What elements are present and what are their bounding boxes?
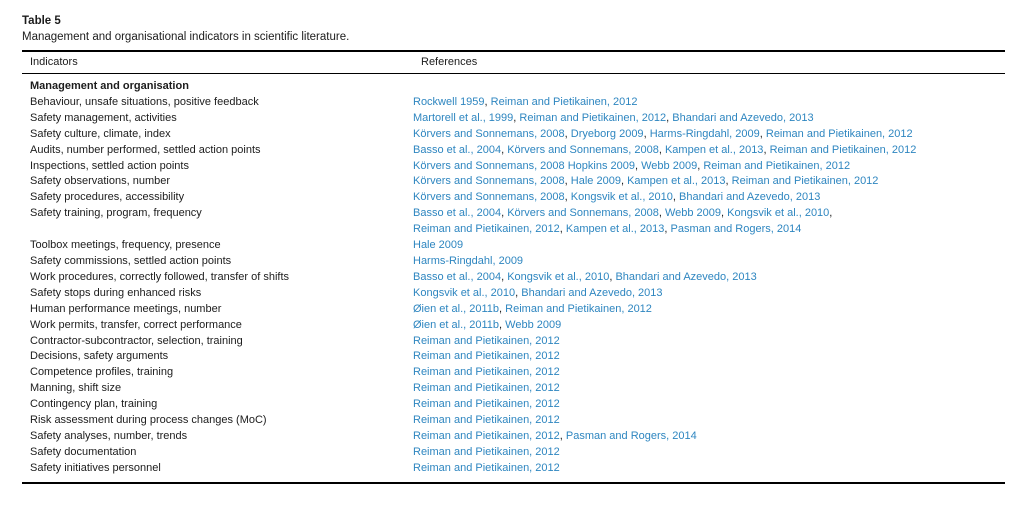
citation-link[interactable]: Körvers and Sonnemans, 2008 [413, 127, 565, 140]
citation-link[interactable]: Reiman and Pietikainen, 2012 [413, 366, 560, 379]
citation-link[interactable]: Hopkins 2009 [567, 159, 635, 172]
table-row [22, 127, 1005, 143]
citation-link[interactable]: Reiman and Pietikainen, 2012 [769, 143, 917, 156]
section-header: Management and organisation [30, 80, 189, 92]
references-cell [413, 270, 1005, 286]
citation-separator: , [721, 207, 728, 220]
references-cell [413, 254, 1005, 270]
reference-line [413, 429, 1005, 445]
reference-line [413, 318, 1005, 334]
table-row [22, 365, 1005, 381]
citation-link[interactable]: Reiman and Pietikainen, 2012 [490, 95, 638, 108]
references-cell [413, 349, 1005, 365]
citation-link[interactable]: Basso et al., 2004 [413, 143, 502, 156]
citation-separator: , [501, 143, 508, 156]
citation-link[interactable]: Dryeborg 2009 [570, 127, 644, 140]
reference-line [413, 286, 1005, 302]
citation-link[interactable]: Kampen et al., 2013 [565, 223, 665, 236]
reference-line [413, 238, 1005, 254]
citation-link[interactable]: Körvers and Sonnemans, 2008 [413, 159, 565, 172]
citation-link[interactable]: Reiman and Pietikainen, 2012 [505, 302, 652, 315]
indicator-cell: Behaviour, unsafe situations, positive feedback [30, 95, 259, 108]
reference-line [413, 95, 1005, 111]
citation-link[interactable]: Kongsvik et al., 2010 [727, 207, 830, 220]
references-cell [413, 286, 1005, 302]
citation-link[interactable]: Körvers and Sonnemans, 2008 [507, 207, 659, 220]
indicator-cell: Safety stops during enhanced risks [30, 286, 202, 299]
table-row [22, 174, 1005, 190]
citation-separator: , [620, 175, 628, 188]
citation-separator: , [725, 175, 732, 188]
table-caption-block [22, 13, 1005, 45]
reference-line [413, 143, 1005, 159]
table-row [22, 286, 1005, 302]
reference-line [413, 397, 1005, 413]
indicator-cell: Manning, shift size [30, 382, 122, 395]
citation-separator: , [501, 270, 508, 283]
citation-separator: , [759, 127, 766, 140]
section-row [22, 74, 1005, 95]
reference-line [413, 222, 1005, 238]
citation-separator: , [564, 127, 571, 140]
citation-link[interactable]: Reiman and Pietikainen, 2012 [413, 223, 560, 236]
reference-line [413, 174, 1005, 190]
references-cell [413, 206, 1005, 238]
table-row [22, 254, 1005, 270]
citation-link[interactable]: Hale 2009 [413, 239, 464, 252]
indicator-cell: Inspections, settled action points [30, 159, 189, 172]
references-cell [413, 461, 1005, 483]
citation-link[interactable]: Kongsvik et al., 2010 [413, 286, 516, 299]
references-cell [413, 159, 1005, 175]
citation-link[interactable]: Reiman and Pietikainen, 2012 [731, 175, 879, 188]
indicator-cell: Safety documentation [30, 445, 137, 458]
citation-link[interactable]: Kampen et al., 2013 [664, 143, 764, 156]
reference-line [413, 111, 1005, 127]
citation-link[interactable]: Reiman and Pietikainen, 2012 [703, 159, 851, 172]
citation-separator: , [559, 223, 566, 236]
citation-link[interactable]: Basso et al., 2004 [413, 207, 502, 220]
references-cell [413, 318, 1005, 334]
table-row [22, 206, 1005, 238]
citation-link[interactable]: Basso et al., 2004 [413, 270, 502, 283]
citation-separator: , [501, 207, 508, 220]
citation-separator: , [635, 159, 642, 172]
table-number-label: Table 5 [22, 15, 61, 27]
indicator-cell: Safety culture, climate, index [30, 127, 171, 140]
citation-link[interactable]: Kampen et al., 2013 [627, 175, 726, 188]
reference-line [413, 461, 1005, 477]
citation-link[interactable]: Bhandari and Azevedo, 2013 [615, 270, 757, 283]
citation-separator: , [513, 111, 520, 124]
indicator-cell: Safety observations, number [30, 175, 171, 188]
references-cell [413, 445, 1005, 461]
citation-link[interactable]: Reiman and Pietikainen, 2012 [413, 445, 560, 458]
reference-line [413, 206, 1005, 222]
citation-link[interactable]: Harms-Ringdahl, 2009 [649, 127, 760, 140]
references-cell [413, 302, 1005, 318]
indicator-cell: Work permits, transfer, correct performance [30, 318, 242, 331]
citation-link[interactable]: Bhandari and Azevedo, 2013 [672, 111, 814, 124]
col-header-indicators: Indicators [22, 51, 413, 74]
table-row [22, 334, 1005, 350]
indicators-table [22, 50, 1005, 484]
indicator-cell: Human performance meetings, number [30, 302, 222, 315]
citation-separator: , [658, 143, 665, 156]
citation-link[interactable]: Reiman and Pietikainen, 2012 [413, 382, 560, 395]
citation-link[interactable]: Körvers and Sonnemans, 2008 [413, 191, 565, 204]
indicator-cell: Safety procedures, accessibility [30, 191, 185, 204]
table-row [22, 397, 1005, 413]
table-row [22, 413, 1005, 429]
citation-separator: , [515, 286, 522, 299]
indicator-cell: Competence profiles, training [30, 366, 174, 379]
table-row [22, 238, 1005, 254]
citation-link[interactable]: Kongsvik et al., 2010 [570, 191, 673, 204]
reference-line [413, 381, 1005, 397]
citation-link[interactable]: Webb 2009 [641, 159, 698, 172]
citation-link[interactable]: Webb 2009 [664, 207, 722, 220]
citation-link[interactable]: Reiman and Pietikainen, 2012 [413, 334, 560, 347]
references-cell [413, 174, 1005, 190]
citation-separator: , [666, 111, 673, 124]
references-cell [413, 365, 1005, 381]
reference-line [413, 127, 1005, 143]
citation-link[interactable]: Rockwell 1959 [413, 95, 485, 108]
references-cell [413, 334, 1005, 350]
table-row [22, 143, 1005, 159]
citation-link[interactable]: Hale 2009 [570, 175, 621, 188]
table-row [22, 461, 1005, 483]
indicator-cell: Safety analyses, number, trends [30, 429, 188, 442]
citation-link[interactable]: Pasman and Rogers, 2014 [670, 223, 802, 236]
indicator-cell: Contractor-subcontractor, selection, training [30, 334, 243, 347]
citation-separator: , [564, 191, 571, 204]
header-row [22, 51, 1005, 74]
references-cell [413, 397, 1005, 413]
citation-separator: , [499, 302, 506, 315]
citation-link[interactable]: Reiman and Pietikainen, 2012 [413, 461, 560, 474]
references-cell [413, 111, 1005, 127]
col-header-references: References [413, 51, 1005, 74]
citation-link[interactable]: Øien et al., 2011b [413, 302, 500, 315]
citation-link[interactable]: Martorell et al., 1999 [413, 111, 514, 124]
table-caption-text: Management and organisational indicators in scientific literature. [22, 31, 350, 43]
table-row [22, 445, 1005, 461]
indicator-cell: Work procedures, correctly followed, transfer of shifts [30, 270, 290, 283]
reference-line [413, 254, 1005, 270]
citation-link[interactable]: Körvers and Sonnemans, 2008 [507, 143, 659, 156]
reference-line [413, 365, 1005, 381]
reference-line [413, 413, 1005, 429]
citation-link[interactable]: Bhandari and Azevedo, 2013 [679, 191, 821, 204]
citation-link[interactable]: Reiman and Pietikainen, 2012 [413, 350, 560, 363]
citation-separator: , [672, 191, 680, 204]
citation-separator: , [559, 429, 566, 442]
reference-line [413, 349, 1005, 365]
table-row [22, 302, 1005, 318]
indicator-cell: Safety commissions, settled action points [30, 254, 232, 267]
table-row [22, 159, 1005, 175]
citation-link[interactable]: Øien et al., 2011b [413, 318, 500, 331]
citation-separator: , [564, 175, 571, 188]
citation-link[interactable]: Pasman and Rogers, 2014 [565, 429, 697, 442]
citation-link[interactable]: Reiman and Pietikainen, 2012 [413, 414, 560, 427]
references-cell [413, 143, 1005, 159]
citation-separator: , [763, 143, 770, 156]
reference-line [413, 270, 1005, 286]
references-cell [413, 238, 1005, 254]
references-cell [413, 95, 1005, 111]
citation-link[interactable]: Reiman and Pietikainen, 2012 [413, 398, 560, 411]
references-cell [413, 413, 1005, 429]
reference-line [413, 445, 1005, 461]
citation-separator: , [697, 159, 704, 172]
indicator-cell: Contingency plan, training [30, 398, 158, 411]
citation-separator: , [664, 223, 671, 236]
citation-link[interactable]: Webb 2009 [505, 318, 562, 331]
table-row [22, 270, 1005, 286]
references-cell [413, 190, 1005, 206]
reference-line [413, 159, 1005, 175]
table-row [22, 111, 1005, 127]
table-row [22, 429, 1005, 445]
citation-separator: , [499, 318, 506, 331]
indicator-cell: Audits, number performed, settled action points [30, 143, 261, 156]
table-row [22, 381, 1005, 397]
citation-link[interactable]: Reiman and Pietikainen, 2012 [765, 127, 913, 140]
citation-separator: , [484, 95, 491, 108]
indicator-cell: Decisions, safety arguments [30, 350, 169, 363]
citation-separator: , [643, 127, 650, 140]
citation-link[interactable]: Kongsvik et al., 2010 [507, 270, 610, 283]
citation-link[interactable]: Reiman and Pietikainen, 2012 [413, 429, 560, 442]
references-cell [413, 381, 1005, 397]
citation-separator: , [658, 207, 665, 220]
indicator-cell: Safety management, activities [30, 111, 177, 124]
citation-link[interactable]: Körvers and Sonnemans, 2008 [413, 175, 565, 188]
citation-link[interactable]: Harms-Ringdahl, 2009 [413, 254, 524, 267]
indicator-cell: Safety initiatives personnel [30, 461, 161, 474]
reference-line [413, 334, 1005, 350]
table-row [22, 349, 1005, 365]
citation-separator: , [829, 207, 833, 220]
references-cell [413, 429, 1005, 445]
references-cell [413, 127, 1005, 143]
table-row [22, 95, 1005, 111]
indicator-cell: Safety training, program, frequency [30, 207, 202, 220]
indicator-cell: Toolbox meetings, frequency, presence [30, 239, 221, 252]
indicator-cell: Risk assessment during process changes (MoC) [30, 414, 267, 427]
citation-separator: , [609, 270, 616, 283]
citation-link[interactable]: Bhandari and Azevedo, 2013 [521, 286, 663, 299]
citation-link[interactable]: Reiman and Pietikainen, 2012 [519, 111, 667, 124]
reference-line [413, 190, 1005, 206]
paper-table-region [22, 13, 1005, 484]
table-row [22, 190, 1005, 206]
reference-line [413, 302, 1005, 318]
table-row [22, 318, 1005, 334]
